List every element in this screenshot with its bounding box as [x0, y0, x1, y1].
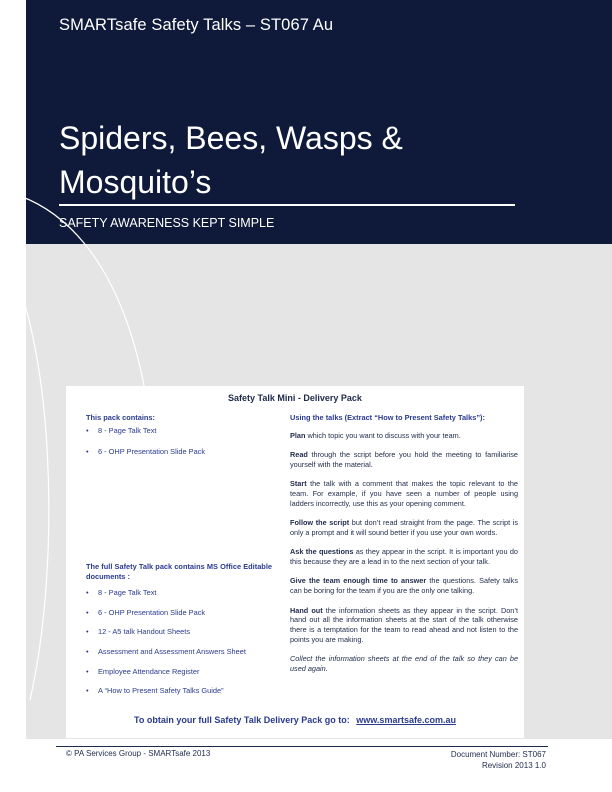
list-item: • 8 - Page Talk Text — [86, 588, 272, 597]
step-keyword: Start — [290, 479, 307, 489]
list-item: • Assessment and Assessment Answers Sheet — [86, 647, 272, 656]
step-text: as they appear in the script. It is important you do this because they are a lead in to the next section of your talk. — [290, 547, 518, 567]
document-number: Document Number: ST067 — [450, 750, 546, 759]
step-give-time — [290, 576, 518, 596]
title-line-2: Mosquito’s — [59, 164, 212, 200]
list-item: • 6 - OHP Presentation Slide Pack — [86, 608, 272, 617]
pack-contents — [86, 413, 271, 467]
step-text: but don’t read straight from the page. The script is only a prompt and it will sound better if you use your own words. — [290, 518, 518, 538]
step-text: the questions. Safety talks can be boring for the team if you are the only one talking. — [290, 576, 518, 596]
list-item: • A “How to Present Safety Talks Guide” — [86, 686, 272, 695]
step-follow-script — [290, 518, 518, 538]
step-keyword: Give the team enough time to answer — [290, 576, 427, 586]
step-keyword: Plan — [290, 431, 306, 440]
step-read — [290, 450, 518, 470]
obtain-text: To obtain your full Safety Talk Delivery Pack go to: — [134, 715, 350, 725]
step-ask-questions — [290, 547, 518, 567]
pack-contains-label: This pack contains: — [86, 413, 155, 422]
list-item: • 12 - A5 talk Handout Sheets — [86, 627, 272, 636]
pack-contains-list — [86, 426, 271, 456]
title-line-1: Spiders, Bees, Wasps & — [59, 120, 403, 156]
footer-divider — [56, 746, 548, 747]
using-talks-label: Using the talks (Extract “How to Present Safety Talks”): — [290, 413, 485, 422]
list-item: • 8 - Page Talk Text — [86, 426, 271, 435]
subtitle: SAFETY AWARENESS KEPT SIMPLE — [59, 216, 275, 230]
footer-doc-info — [451, 749, 546, 771]
using-talks-section — [290, 413, 518, 683]
step-keyword: Hand out — [290, 605, 323, 615]
step-text: through the script before you hold the meeting to familiarise yourself with the material. — [290, 450, 518, 470]
full-pack-label: The full Safety Talk pack contains MS Office Editable documents : — [86, 562, 272, 581]
smartsafe-link[interactable]: www.smartsafe.com.au — [356, 715, 456, 725]
footer-copyright: © PA Services Group - SMARTsafe 2013 — [66, 749, 211, 758]
step-keyword: Ask the questions — [290, 547, 354, 557]
step-keyword: Follow the script — [290, 518, 350, 528]
obtain-pack-line — [66, 715, 524, 725]
step-text: the talk with a comment that makes the topic relevant to the team. For example, if you have seen a number of people using ladders incorrectly, use this as your opening comment. — [290, 479, 518, 508]
title-divider — [59, 204, 515, 206]
closing-note: Collect the information sheets at the end of the talk so they can be used again. — [290, 654, 518, 674]
page-title — [59, 116, 529, 204]
step-start — [290, 479, 518, 508]
delivery-pack-title: Safety Talk Mini - Delivery Pack — [228, 393, 362, 403]
series-title: SMARTsafe Safety Talks – ST067 Au — [59, 16, 334, 34]
full-pack-contents — [86, 562, 272, 706]
list-item: • 6 - OHP Presentation Slide Pack — [86, 447, 271, 456]
step-text: which topic you want to discuss with your team. — [305, 431, 461, 440]
full-pack-list — [86, 588, 272, 695]
step-hand-out — [290, 606, 518, 645]
step-keyword: Read — [290, 450, 308, 460]
step-text: the information sheets as they appear in the script. Don’t hand out all the information sheets at the start of the talk otherwise there is a temptation for the team to read ahead and not listen to the points you are making. — [290, 605, 518, 644]
revision: Revision 2013 1.0 — [481, 761, 546, 770]
list-item: • Employee Attendance Register — [86, 667, 272, 676]
step-plan — [290, 431, 518, 441]
